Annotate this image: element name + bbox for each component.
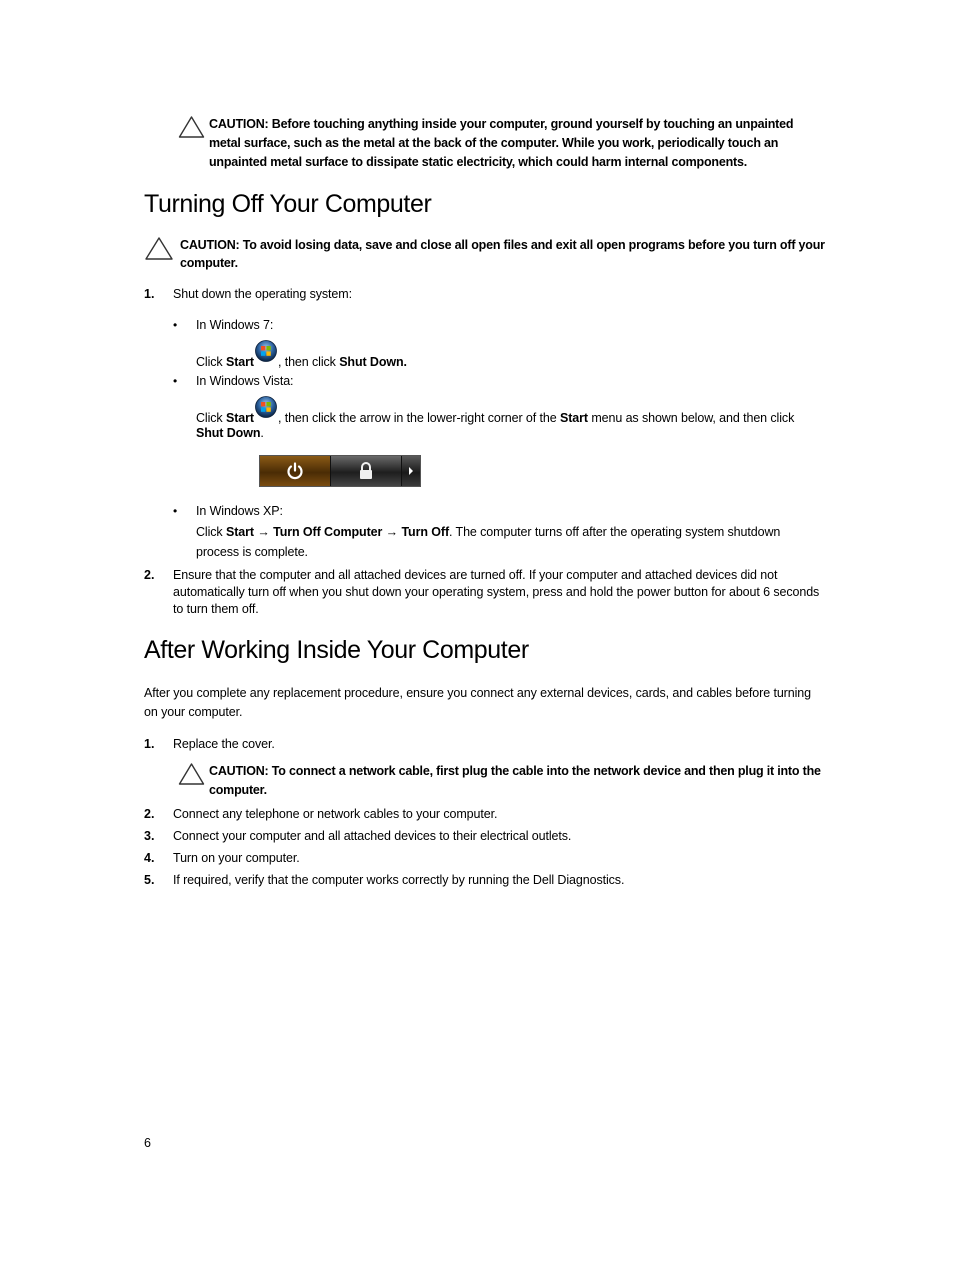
- start-label: Start: [225, 525, 254, 539]
- xp-label: In Windows XP:: [196, 504, 283, 518]
- arrow-text: →: [382, 525, 402, 539]
- click-text: Click: [196, 355, 226, 369]
- caution-triangle-icon: [178, 115, 205, 139]
- step-number: 1.: [144, 737, 155, 751]
- step-number: 2.: [144, 807, 155, 821]
- xp-instruction-line2: process is complete.: [196, 545, 308, 559]
- power-icon: [285, 461, 305, 481]
- caution-text: CAUTION: Before touching anything inside your computer, ground yourself by touching an unpainted metal surface, such as the metal at the back of the computer. While you work, periodically touch an unpainted metal surface to dissipate static electricity, which could harm internal components.: [209, 117, 794, 169]
- page-number: 6: [144, 1136, 151, 1150]
- step-text: Shut down the operating system:: [173, 287, 352, 301]
- step-text: Connect any telephone or network cables to your computer.: [173, 807, 498, 821]
- caution-network-cable: [178, 762, 828, 800]
- step-text: Replace the cover.: [173, 737, 275, 751]
- win7-label: In Windows 7:: [196, 318, 274, 332]
- step-number: 5.: [144, 873, 155, 887]
- caution-text: CAUTION: To connect a network cable, first plug the cable into the network device and then plug it into the computer.: [209, 764, 821, 797]
- power-button-image: [260, 456, 331, 486]
- shutdown-label: Shut Down.: [339, 355, 407, 369]
- then-text: , then click: [277, 355, 340, 369]
- click-text: Click: [196, 525, 226, 539]
- windows-start-orb-icon: [255, 340, 277, 362]
- step-text: If required, verify that the computer works correctly by running the Dell Diagnostics.: [173, 873, 625, 887]
- vista-shutdown-bar-image: [259, 455, 421, 487]
- lock-icon: [357, 461, 375, 481]
- start-label: Start: [225, 411, 254, 425]
- rest-text: menu as shown below, and then click: [587, 411, 795, 425]
- caution-triangle-icon: [178, 762, 205, 786]
- arrow-button-image: [402, 456, 420, 486]
- caution-top: [178, 115, 828, 172]
- turn-off-computer-label: Turn Off Computer: [273, 525, 383, 539]
- step-number: 4.: [144, 851, 155, 865]
- start-label: Start: [225, 355, 254, 369]
- then-text: , then click the arrow in the lower-right corner of the: [277, 411, 560, 425]
- vista-instruction: [196, 403, 846, 427]
- period-text: .: [260, 426, 264, 440]
- arrow-right-icon: [407, 466, 415, 476]
- win7-instruction: [196, 347, 407, 371]
- turn-off-label: Turn Off: [401, 525, 450, 539]
- step-number: 1.: [144, 287, 155, 301]
- step-number: 2.: [144, 568, 155, 582]
- windows-start-orb-icon: [255, 396, 277, 418]
- bullet-icon: •: [173, 374, 178, 388]
- step-text: Ensure that the computer and all attached devices are turned off. If your computer and attached devices did not automatically turn off when you shut down your operating system, press and hold the power button for about 6 seconds to turn them off.: [173, 568, 820, 616]
- step-text: Connect your computer and all attached devices to their electrical outlets.: [173, 829, 572, 843]
- section-intro: After you complete any replacement procedure, ensure you connect any external devices, cards, and cables before turning on your computer.: [144, 686, 811, 719]
- step-text: Turn on your computer.: [173, 851, 300, 865]
- vista-instruction-line2: [196, 425, 264, 442]
- bullet-icon: •: [173, 504, 178, 518]
- section-title-turning-off: Turning Off Your Computer: [144, 190, 432, 218]
- caution-data-loss: [144, 236, 834, 272]
- shutdown-label: Shut Down: [196, 426, 261, 440]
- bullet-icon: •: [173, 318, 178, 332]
- section-title-after-working: After Working Inside Your Computer: [144, 636, 529, 664]
- start-menu-label: Start: [559, 411, 588, 425]
- caution-triangle-icon: [144, 236, 174, 261]
- xp-instruction: [196, 524, 780, 541]
- lock-button-image: [331, 456, 402, 486]
- click-text: Click: [196, 411, 226, 425]
- step-number: 3.: [144, 829, 155, 843]
- vista-label: In Windows Vista:: [196, 374, 294, 388]
- arrow-text: →: [253, 525, 274, 539]
- caution-text: CAUTION: To avoid losing data, save and close all open files and exit all open programs before you turn off your computer.: [180, 238, 825, 270]
- rest-text: . The computer turns off after the operating system shutdown: [449, 525, 781, 539]
